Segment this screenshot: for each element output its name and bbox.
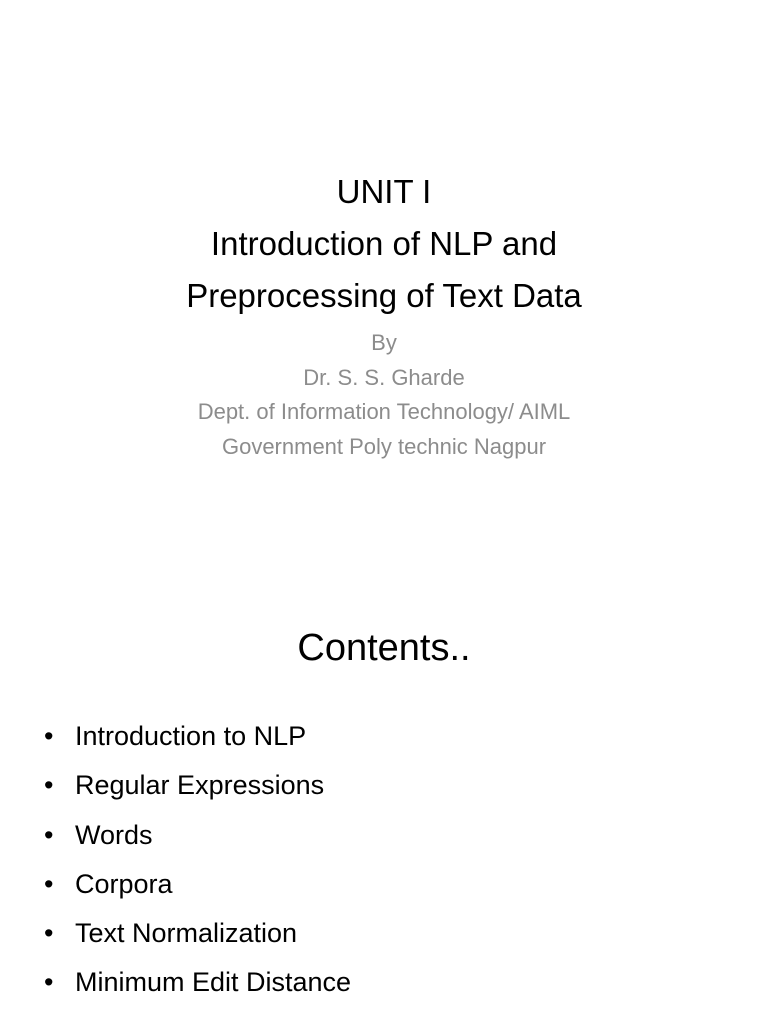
list-item [0, 712, 768, 761]
subtitle-department: Dept. of Information Technology/ AIML [197, 399, 571, 424]
list-item-label: Words [75, 819, 153, 850]
title-line-unit: UNIT I [336, 173, 432, 210]
slide-subtitle [0, 326, 768, 464]
title-line-topic-2: Preprocessing of Text Data [186, 277, 582, 314]
bullet-icon: • [44, 868, 54, 899]
list-item-label: Introduction to NLP [75, 721, 307, 751]
subtitle-by: By [371, 330, 397, 355]
slide-title [0, 166, 768, 322]
list-item [0, 909, 768, 958]
bullet-icon: • [44, 819, 54, 850]
list-item-label: Text Normalization [75, 918, 298, 949]
list-item-label: Corpora [75, 868, 173, 899]
bullet-icon: • [44, 918, 54, 949]
contents-slide [0, 576, 768, 1024]
subtitle-author: Dr. S. S. Gharde [303, 364, 465, 390]
list-item-label: Regular Expressions [75, 770, 325, 801]
contents-heading: Contents.. [297, 627, 471, 669]
bullet-icon: • [44, 770, 54, 801]
title-line-topic-1: Introduction of NLP and [210, 225, 558, 262]
list-item [0, 811, 768, 860]
bullet-icon: • [44, 721, 54, 751]
contents-list [0, 712, 768, 1008]
list-item [0, 958, 768, 1007]
list-item-label: Minimum Edit Distance [75, 967, 352, 998]
list-item [0, 860, 768, 909]
bullet-icon: • [44, 967, 54, 998]
list-item [0, 761, 768, 810]
subtitle-institution: Government Poly technic Nagpur [221, 433, 547, 459]
